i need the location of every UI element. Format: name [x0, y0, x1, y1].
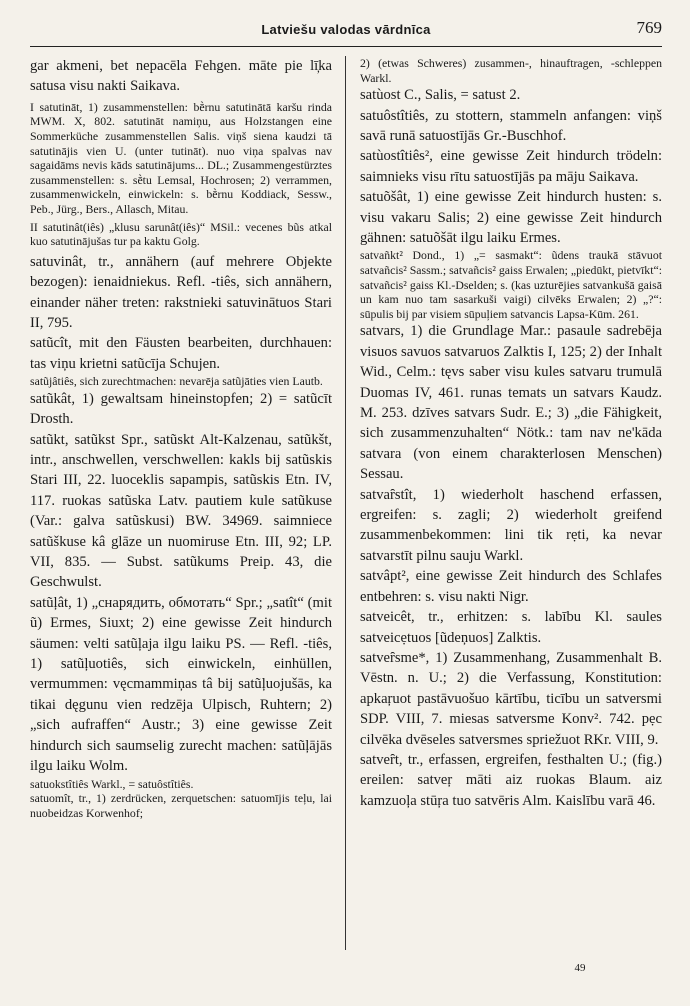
dictionary-entry: satũjâtiês, sich zurechtmachen: nevarēja satũjāties vien Lautb. [30, 374, 323, 389]
dictionary-entry: satvars, 1) die Grundlage Mar.: pasaule sadrebēja visuos savuos satvaruos Zalktis I, 125; 2) der Inhalt Wid., Celm.: tęvs saber visu kules satvaru trumulā Duomas IV, 461. runas temats un satvars Kaudz. M. 253. dzīves satvars Sudr. E.; 3) „die Fähigkeit, sich zusammenzuhalten“ Nötk.: tam nav ne'kāda satvara (von einem charakterlosen Menschen) Sessau. [360, 323, 662, 483]
dictionary-entry: satuomît, tr., 1) zerdrücken, zerquetschen: satuomījis teļu, lai nuobeidzas Korwenhof; [30, 791, 332, 820]
dictionary-entry: 2) (etwas Schweres) zusammen-, hinauftragen, -schleppen Warkl. [360, 56, 662, 85]
dictionary-entry: satveȓsme*, 1) Zusammenhang, Zusammenhalt B. Vēstn. n. U.; 2) die Verfassung, Konstitution: apkaŗuot pastāvuošuo kārtību, ticību un satversmi SDP. VIII, 7. miesas satversme Konv². 742. pẹc cilvēka dvēseles satversmes spriežuot RKr. VIII, 9. [360, 649, 662, 748]
page-title: Latviešu valodas vārdnīca [261, 22, 431, 37]
dictionary-entry: satũcît, mit den Fäusten bearbeiten, durchhauen: tas viņu krietni satũcīja Schujen. [30, 335, 332, 372]
page-number: 769 [636, 18, 662, 37]
column-divider [345, 56, 346, 950]
dictionary-entry: satũļât, 1) „снарядить, обмотать“ Spr.; „satît“ (mit ũ) Ermes, Siuxt; 2) eine gewisse Zeit hindurch säumen: velti satũļaja ilgu laiku PS. — Refl. -tiês, 1) satũļuotiês, sich einwickeln, einhüllen, vermummen: vęcmammiņas tâ bij satũļuojušās, ka tikai dęgunu vien redzēja Ulpisch, Ruhtern; 2) „sich aufraffen“ Austr.; 3) eine gewisse Zeit hindurch sich saumselig zurecht machen: satũļājās ilgu laiku Wolm. [30, 594, 332, 775]
dictionary-entry: satuvinât, tr., annähern (auf mehrere Objekte bezogen): ienaidniekus. Refl. -tiês, sich annähern, einander näher treten: rakstnieki satuvinātuos Stari II, 795. [30, 253, 332, 331]
dictionary-entry: satuôstîtiês, zu stottern, stammeln anfangen: viņš savā runā satuostījās Gr.-Buschhof. [360, 107, 662, 144]
dictionary-columns [30, 56, 662, 952]
dictionary-entry: satũkt, satũkst Spr., satũskt Alt-Kalzenau, satũkšt, intr., anschwellen, verschwellen: kakls bij satũskis Stari III, 22. luoceklis sapampis, satũskis Etn. IV, 117. ruokas satũska Latv. pautiem kule satũkuse (Var.: galva satũskusi) BW. 34969. saimniece satũškuse kâ glāze un nuomiruse Etn. III, 92; LP. VII, 835. — Subst. satũkums Preip. 43, die Geschwulst. [30, 431, 332, 591]
dictionary-entry: satũkât, 1) gewaltsam hineinstopfen; 2) = satũcīt Drosth. [30, 390, 332, 428]
dictionary-entry: I satutināt, 1) zusammenstellen: bḕrnu satutinātā karšu rinda MWM. X, 802. satutināt namiņu, aus Holzstangen eine Sommerküche zusammenstellen Salis. viņš siena kaudzi tā satutinājis vien U. (unter tutināt). nuo viņa spalvas nav sagaidāms nevis kāds satutinājums... DL.; Zusammengestürztes zusammenstellen: s. sḕtu Lemsal, Hochrosen; 2) verrammen, zusammenwickeln, einwickeln: s. bḕrnu Koddiack, Sessw., Peb., Jürg., Bers., Allasch, Mitau. [30, 99, 332, 216]
dictionary-entry: satuõšât, 1) eine gewisse Zeit hindurch husten: s. visu vakaru Salis; 2) eine gewisse Zeit hindurch gähnen: satuõšāt ilgu laiku Ermes. [360, 189, 662, 247]
dictionary-entry: satvañkt² Dond., 1) „= sasmakt“: ũdens traukā stāvuot satvañcis² Sassm.; satvañcis² gaiss Erwalen; „piedūkt, pietvīkt“: satvañcis² gaiss Kl.-Dselden; s. (kas uzturējies satvankušā gaisā un kam nuo tam sasarkuši vaigi) cilvēks Erwalen; 2) „?“: sūpulis bij par visiem sūpuļiem satvancis Lapsa-Kūm. 261. [360, 248, 662, 321]
dictionary-entry: satvaȓstît, 1) wiederholt haschend erfassen, ergreifen: s. zagli; 2) wiederholt greifend zusammenbekommen: lini tik rẹti, ka nevar satvarstīt pilnu sauju Warkl. [360, 486, 662, 564]
dictionary-entry: satùost C., Salis, = satust 2. [360, 87, 521, 104]
dictionary-entry: satveȓt, tr., erfassen, ergreifen, festhalten U.; (fig.) ereilen: satveŗ māti aiz ruokas Blaum. aiz kamzuoļa stūŗa tuo satvēris Alm. Kaislību varā 46. [360, 751, 662, 809]
dictionary-entry: satùostîtiês², eine gewisse Zeit hindurch trödeln: saimnieks visu rītu satuostījās pa māju Saikava. [360, 148, 662, 185]
dictionary-entry: II satutinât(iês) „klusu sarunât(iês)“ MSil.: vecenes bũs atkal kuo satutinājušas tur pa kaktu Golg. [30, 219, 332, 249]
page-header [30, 16, 662, 47]
dictionary-entry: satuokstîtiês Warkl., = satuôstîtiês. [30, 776, 194, 791]
right-column [360, 56, 662, 952]
signature-mark: 49 [574, 962, 586, 974]
dictionary-entry: satveicêt, tr., erhitzen: s. labību Kl. saules satveicẹtuos [ũdeņuos] Zalktis. [360, 609, 662, 646]
dictionary-entry: satvâpt², eine gewisse Zeit hindurch des Schlafes entbehren: s. visu nakti Nigr. [360, 568, 662, 605]
left-column [30, 56, 332, 952]
dictionary-entry: gar akmeni, bet nepacēla Fehgen. māte pie lī̦ka satusa visu nakti Saikava. [30, 58, 332, 95]
